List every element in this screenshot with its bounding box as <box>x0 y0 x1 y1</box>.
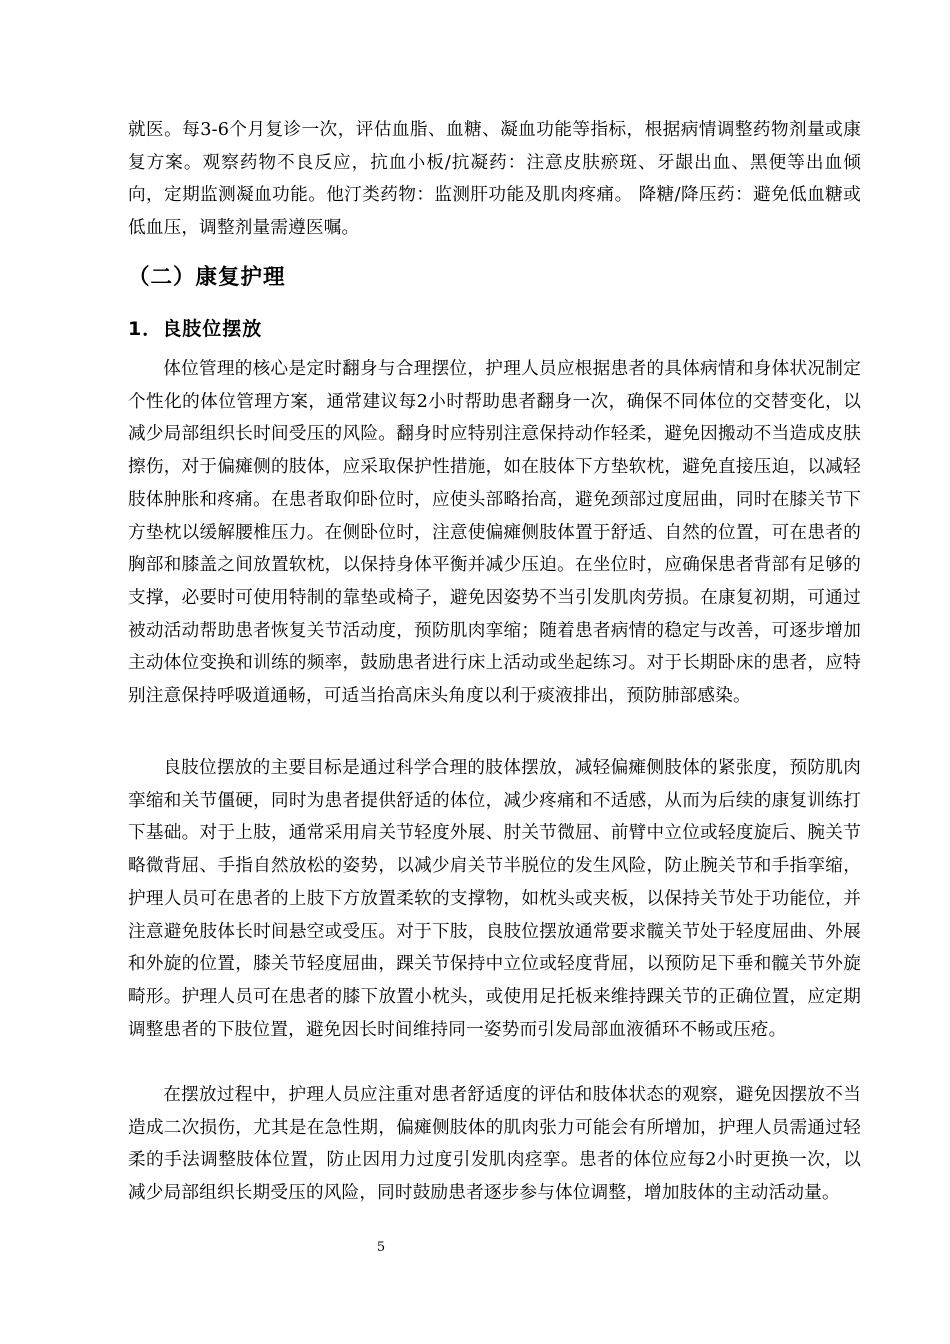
paragraph-positioning-process: 在摆放过程中，护理人员应注重对患者舒适度的评估和肢体状态的观察，避免因摆放不当造成二次损伤，尤其是在急性期，偏瘫侧肢体的肌肉张力可能会有所增加，护理人员需通过轻柔的手法调整肢体位置，防止因用力过度引发肌肉痉挛。患者的体位应每2小时更换一次，以减少局部组织长期受压的风险，同时鼓励患者逐步参与体位调整，增加肢体的主动活动量。 <box>128 1085 861 1204</box>
section-heading-rehab-care: （二）康复护理 <box>128 265 286 290</box>
paragraph-limb-position-goals: 良肢位摆放的主要目标是通过科学合理的肢体摆放，减轻偏瘫侧肢体的紧张度，预防肌肉挛缩和关节僵硬，同时为患者提供舒适的体位，减少疼痛和不适感，从而为后续的康复训练打下基础。对于上肢，通常采用肩关节轻度外展、肘关节微屈、前臂中立位或轻度旋后、腕关节略微背屈、手指自然放松的姿势，以减少肩关节半脱位的发生风险，防止腕关节和手指挛缩，护理人员可在患者的上肢下方放置柔软的支撑物，如枕头或夹板，以保持关节处于功能位，并注意避免肢体长时间悬空或受压。对于下肢，良肢位摆放通常要求髋关节处于轻度屈曲、外展和外旋的位置，膝关节轻度屈曲，踝关节保持中立位或轻度背屈，以预防足下垂和髋关节外旋畸形。护理人员可在患者的膝下放置小枕头，或使用足托板来维持踝关节的正确位置，应定期调整患者的下肢位置，避免因长时间维持同一姿势而引发局部血液循环不畅或压疮。 <box>128 758 861 1040</box>
subsection-heading-limb-positioning: 1．良肢位摆放 <box>128 318 263 340</box>
paragraph-medication-followup: 就医。每3-6个月复诊一次，评估血脂、血糖、凝血功能等指标，根据病情调整药物剂量或康复方案。观察药物不良反应，抗血小板/抗凝药：注意皮肤瘀斑、牙龈出血、黑便等出血倾向，定期监测凝血功能。他汀类药物：监测肝功能及肌肉疼痛。 降糖/降压药：避免低血糖或低血压，调整剂量需遵医嘱。 <box>128 120 861 239</box>
paragraph-position-management: 体位管理的核心是定时翻身与合理摆位，护理人员应根据患者的具体病情和身体状况制定个性化的体位管理方案，通常建议每2小时帮助患者翻身一次，确保不同体位的交替变化，以减少局部组织长时间受压的风险。翻身时应特别注意保持动作轻柔，避免因搬动不当造成皮肤擦伤，对于偏瘫侧的肢体，应采取保护性措施，如在肢体下方垫软枕，避免直接压迫，以减轻肢体肿胀和疼痛。在患者取仰卧位时，应使头部略抬高，避免颈部过度屈曲，同时在膝关节下方垫枕以缓解腰椎压力。在侧卧位时，注意使偏瘫侧肢体置于舒适、自然的位置，可在患者的胸部和膝盖之间放置软枕，以保持身体平衡并减少压迫。在坐位时，应确保患者背部有足够的支撑，必要时可使用特制的靠垫或椅子，避免因姿势不当引发肌肉劳损。在康复初期，可通过被动活动帮助患者恢复关节活动度，预防肌肉挛缩；随着患者病情的稳定与改善，可逐步增加主动体位变换和训练的频率，鼓励患者进行床上活动或坐起练习。对于长期卧床的患者，应特别注意保持呼吸道通畅，可适当抬高床头角度以利于痰液排出，预防肺部感染。 <box>128 359 861 707</box>
page-number: 5 <box>376 1240 386 1255</box>
